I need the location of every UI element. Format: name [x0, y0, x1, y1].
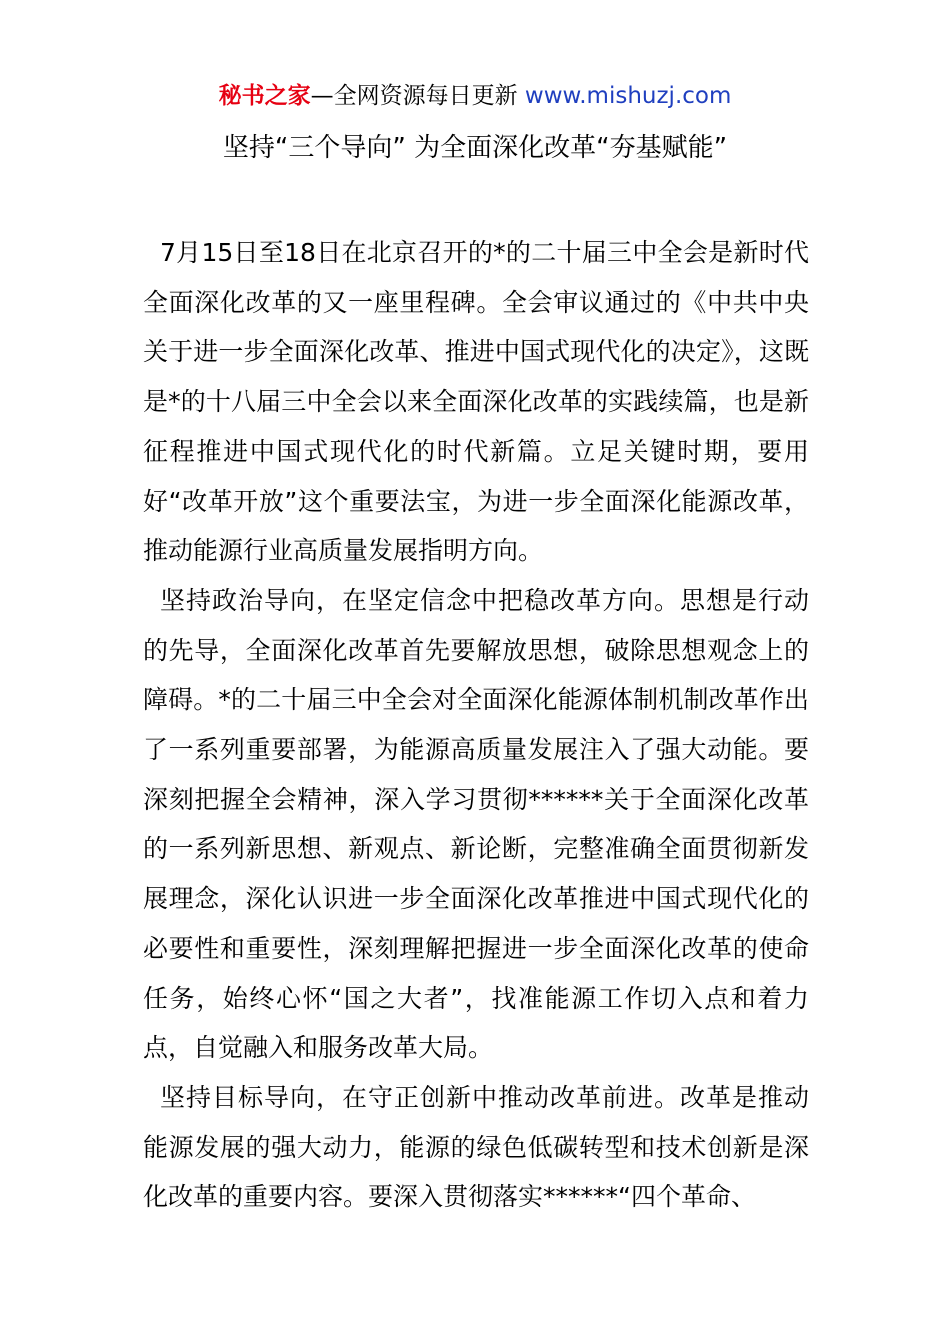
site-tagline: —全网资源每日更新 — [310, 83, 518, 109]
site-brand: 秘书之家 — [218, 83, 311, 109]
site-url-link[interactable]: www.mishuzj.com — [524, 83, 732, 109]
site-header — [0, 80, 950, 112]
paragraph-1: 7月15日至18日在北京召开的*的二十届三中全会是新时代全面深化改革的又一座里程碑。全会审议通过的《中共中央关于进一步全面深化改革、推进中国式现代化的决定》，这既是*的十八届三中全会以来全面深化改革的实践续篇，也是新征程推进中国式现代化的时代新篇。立足关键时期，要用好“改革开放”这个重要法宝，为进一步全面深化能源改革，推动能源行业高质量发展指明方向。 — [143, 238, 809, 566]
paragraph-2: 坚持政治导向，在坚定信念中把稳改革方向。思想是行动的先导，全面深化改革首先要解放思想，破除思想观念上的障碍。*的二十届三中全会对全面深化能源体制机制改革作出了一系列重要部署，为能源高质量发展注入了强大动能。要深刻把握全会精神，深入学习贯彻******关于全面深化改革的一系列新思想、新观点、新论断，完整准确全面贯彻新发展理念，深化认识进一步全面深化改革推进中国式现代化的必要性和重要性，深刻理解把握进一步全面深化改革的使命任务，始终心怀“国之大者”，找准能源工作切入点和着力点，自觉融入和服务改革大局。 — [143, 585, 809, 1063]
article-body — [143, 228, 809, 1222]
paragraph-3: 坚持目标导向，在守正创新中推动改革前进。改革是推动能源发展的强大动力，能源的绿色低碳转型和技术创新是深化改革的重要内容。要深入贯彻落实******“四个革命、 — [143, 1082, 809, 1212]
article-title: 坚持“三个导向” 为全面深化改革“夯基赋能” — [222, 133, 728, 163]
